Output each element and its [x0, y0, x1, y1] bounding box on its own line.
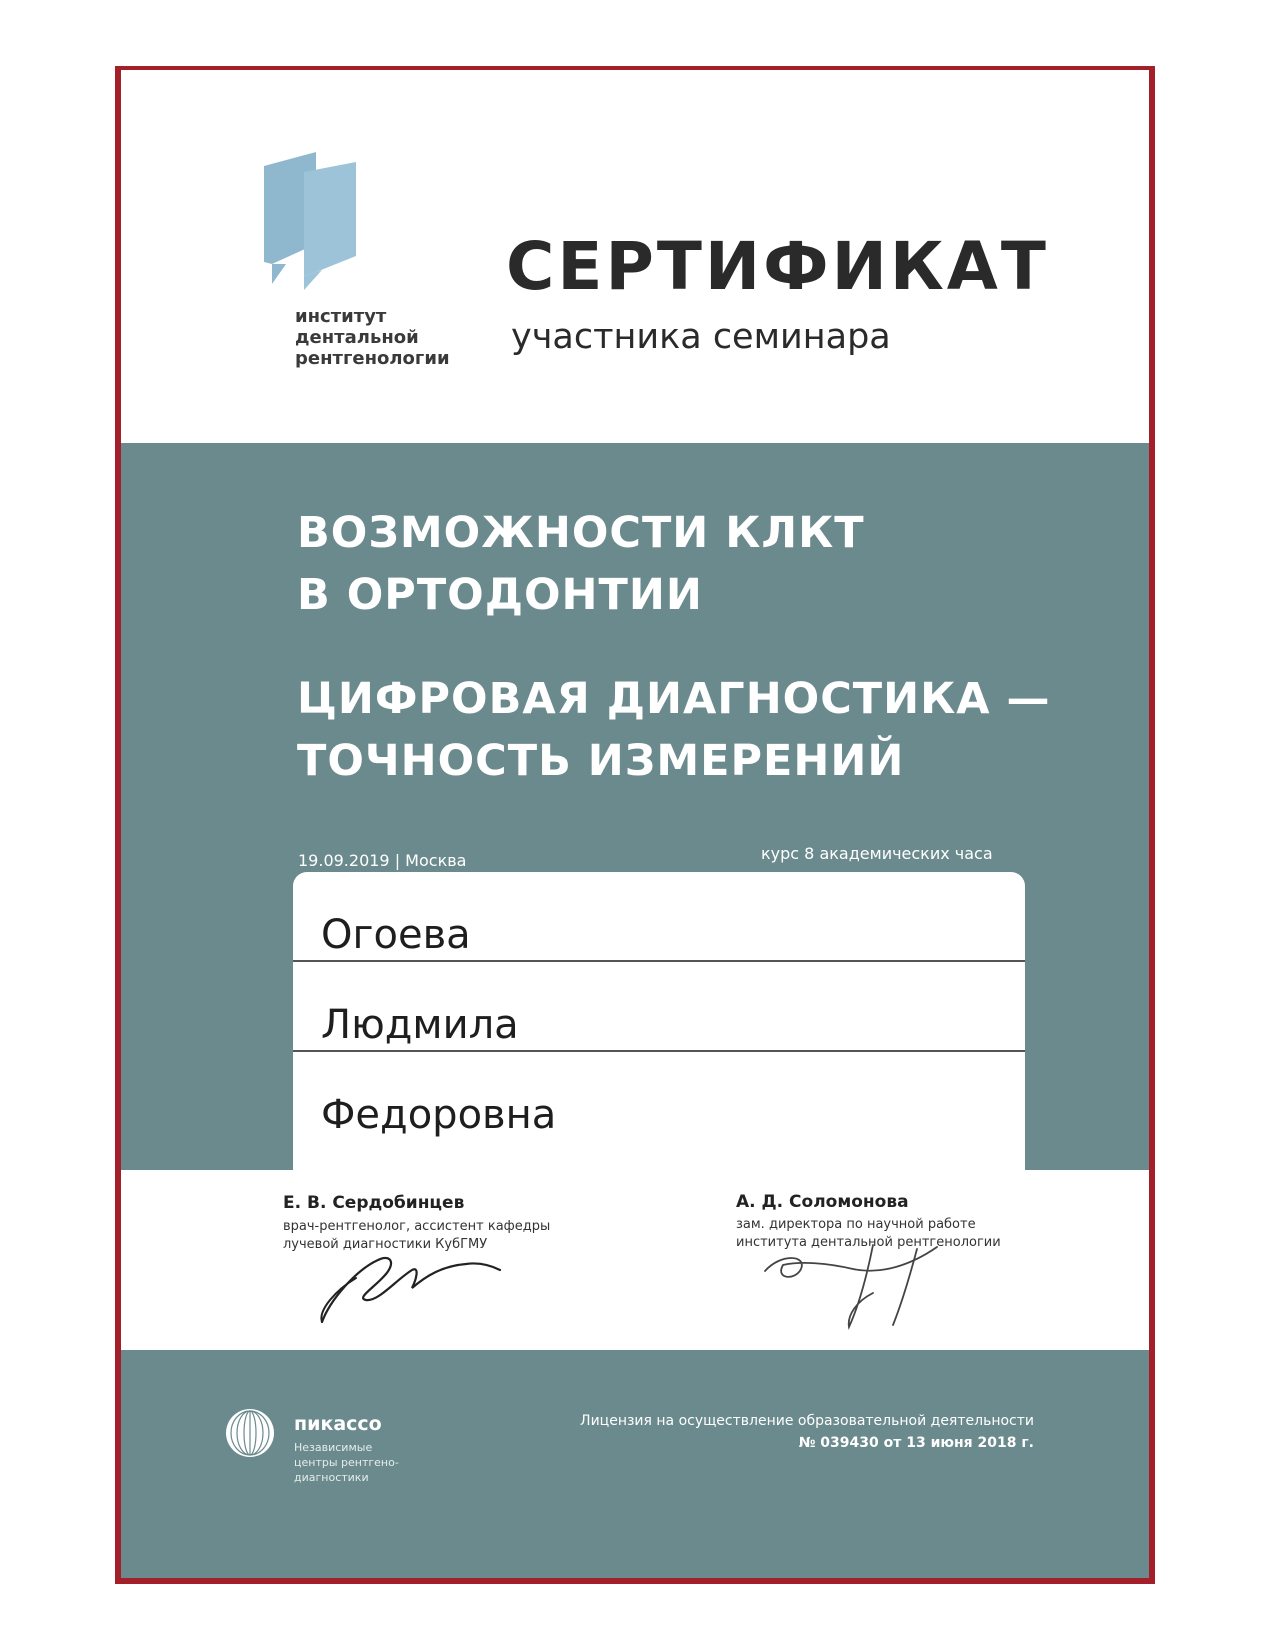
logo-line: институт	[295, 306, 387, 327]
surname-line	[293, 872, 1025, 962]
name-line	[293, 962, 1025, 1052]
logo-line: дентальной	[295, 327, 419, 348]
participant-name-box	[293, 872, 1025, 1172]
patronymic-line	[293, 1052, 1025, 1140]
seminar-title-line: В ОРТОДОНТИИ	[297, 570, 703, 620]
participant-patronymic: Федоровна	[321, 1092, 557, 1138]
institute-logo-text	[295, 306, 450, 369]
role-line: врач-рентгенолог, ассистент кафедры	[283, 1219, 551, 1234]
participant-name: Людмила	[321, 1002, 519, 1048]
seminar-title-line: ЦИФРОВАЯ ДИАГНОСТИКА —	[297, 674, 1051, 724]
license-line: Лицензия на осуществление образовательной деятельности	[580, 1413, 1034, 1429]
signatory-1-name: Е. В. Сердобинцев	[283, 1193, 465, 1213]
footer-band	[121, 1350, 1149, 1578]
open-book-icon	[264, 152, 364, 292]
tagline-line: центры рентгено-	[294, 1456, 399, 1469]
tagline-line: диагностики	[294, 1471, 369, 1484]
license-info	[580, 1410, 1034, 1454]
role-line: лучевой диагностики КубГМУ	[283, 1237, 488, 1252]
picasso-globe-icon	[224, 1407, 276, 1459]
role-line: зам. директора по научной работе	[736, 1217, 976, 1232]
picasso-tagline	[294, 1440, 399, 1485]
seminar-title-line: ТОЧНОСТЬ ИЗМЕРЕНИЙ	[297, 736, 905, 786]
signatory-2-name: А. Д. Соломонова	[736, 1192, 909, 1212]
picasso-brand: пикассо	[294, 1413, 382, 1435]
participant-surname: Огоева	[321, 912, 471, 958]
certificate-sheet	[121, 70, 1149, 1578]
seminar-title-1	[297, 502, 865, 626]
role-line: института дентальной рентгенологии	[736, 1235, 1001, 1250]
signature-1	[316, 1240, 506, 1330]
license-number: № 039430 от 13 июня 2018 г.	[798, 1435, 1034, 1451]
seminar-title-line: ВОЗМОЖНОСТИ КЛКТ	[297, 508, 865, 558]
tagline-line: Независимые	[294, 1441, 373, 1454]
logo-line: рентгенологии	[295, 348, 450, 369]
certificate-title: СЕРТИФИКАТ	[506, 228, 1049, 305]
seminar-title-2	[297, 668, 1051, 792]
signature-2	[761, 1235, 961, 1335]
course-hours: курс 8 академических часа	[761, 844, 993, 863]
date-place: 19.09.2019 | Москва	[298, 851, 467, 870]
certificate-subtitle: участника семинара	[511, 317, 891, 357]
